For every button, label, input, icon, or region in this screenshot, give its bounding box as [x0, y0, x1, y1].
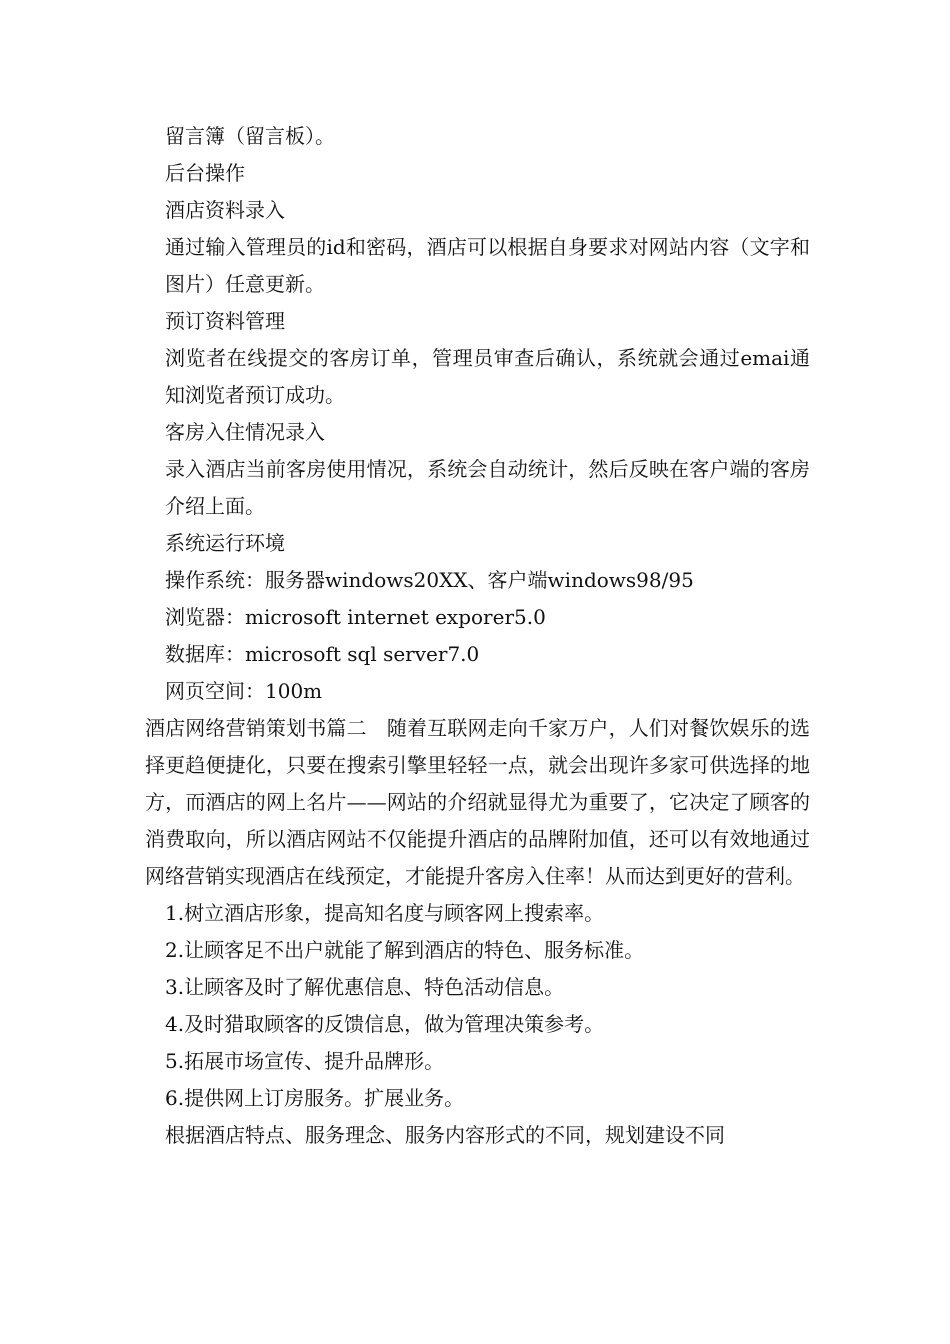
list-item-5: 5.拓展市场宣传、提升品牌形。 — [165, 1049, 445, 1073]
document-body — [145, 118, 810, 1154]
paragraph-operating-system: 操作系统：服务器windows20XX、客户端windows98/95 — [165, 568, 694, 592]
paragraph-browser: 浏览器：microsoft internet exporer5.0 — [165, 605, 546, 629]
paragraph-web-space: 网页空间：100m — [165, 679, 323, 703]
list-item-1: 1.树立酒店形象，提高知名度与顾客网上搜索率。 — [165, 901, 605, 925]
paragraph-admin-update: 通过输入管理员的id和密码，酒店可以根据自身要求对网站内容（文字和图片）任意更新。 — [165, 235, 810, 296]
paragraph-database: 数据库：microsoft sql server7.0 — [165, 642, 480, 666]
list-item-2: 2.让顾客足不出户就能了解到酒店的特色、服务标准。 — [165, 938, 645, 962]
paragraph-marketing-plan-intro: 酒店网络营销策划书篇二 随着互联网走向千家万户，人们对餐饮娱乐的选择更趋便捷化，只要在搜索引擎里轻轻一点，就会出现许多家可供选择的地方，而酒店的网上名片——网站的介绍就显得尤为重要了，它决定了顾客的消费取向，所以酒店网站不仅能提升酒店的品牌附加值，还可以有效地通过网络营销实现酒店在线预定，才能提升客房入住率！从而达到更好的营利。 — [145, 716, 810, 888]
list-item-6: 6.提供网上订房服务。扩展业务。 — [165, 1086, 465, 1110]
heading-system-environment: 系统运行环境 — [165, 531, 285, 555]
paragraph-room-statistics: 录入酒店当前客房使用情况，系统会自动统计，然后反映在客户端的客房介绍上面。 — [165, 457, 810, 518]
heading-hotel-data-entry: 酒店资料录入 — [165, 198, 285, 222]
heading-booking-management: 预订资料管理 — [165, 309, 285, 333]
paragraph-guestbook: 留言簿（留言板）。 — [165, 124, 335, 148]
paragraph-planning-closing: 根据酒店特点、服务理念、服务内容形式的不同，规划建设不同 — [165, 1123, 725, 1147]
list-item-3: 3.让顾客及时了解优惠信息、特色活动信息。 — [165, 975, 565, 999]
paragraph-booking-process: 浏览者在线提交的客房订单，管理员审查后确认，系统就会通过emai通知浏览者预订成功。 — [165, 346, 810, 407]
list-item-4: 4.及时猎取顾客的反馈信息，做为管理决策参考。 — [165, 1012, 605, 1036]
heading-backend-operations: 后台操作 — [165, 161, 245, 185]
heading-room-occupancy-entry: 客房入住情况录入 — [165, 420, 325, 444]
